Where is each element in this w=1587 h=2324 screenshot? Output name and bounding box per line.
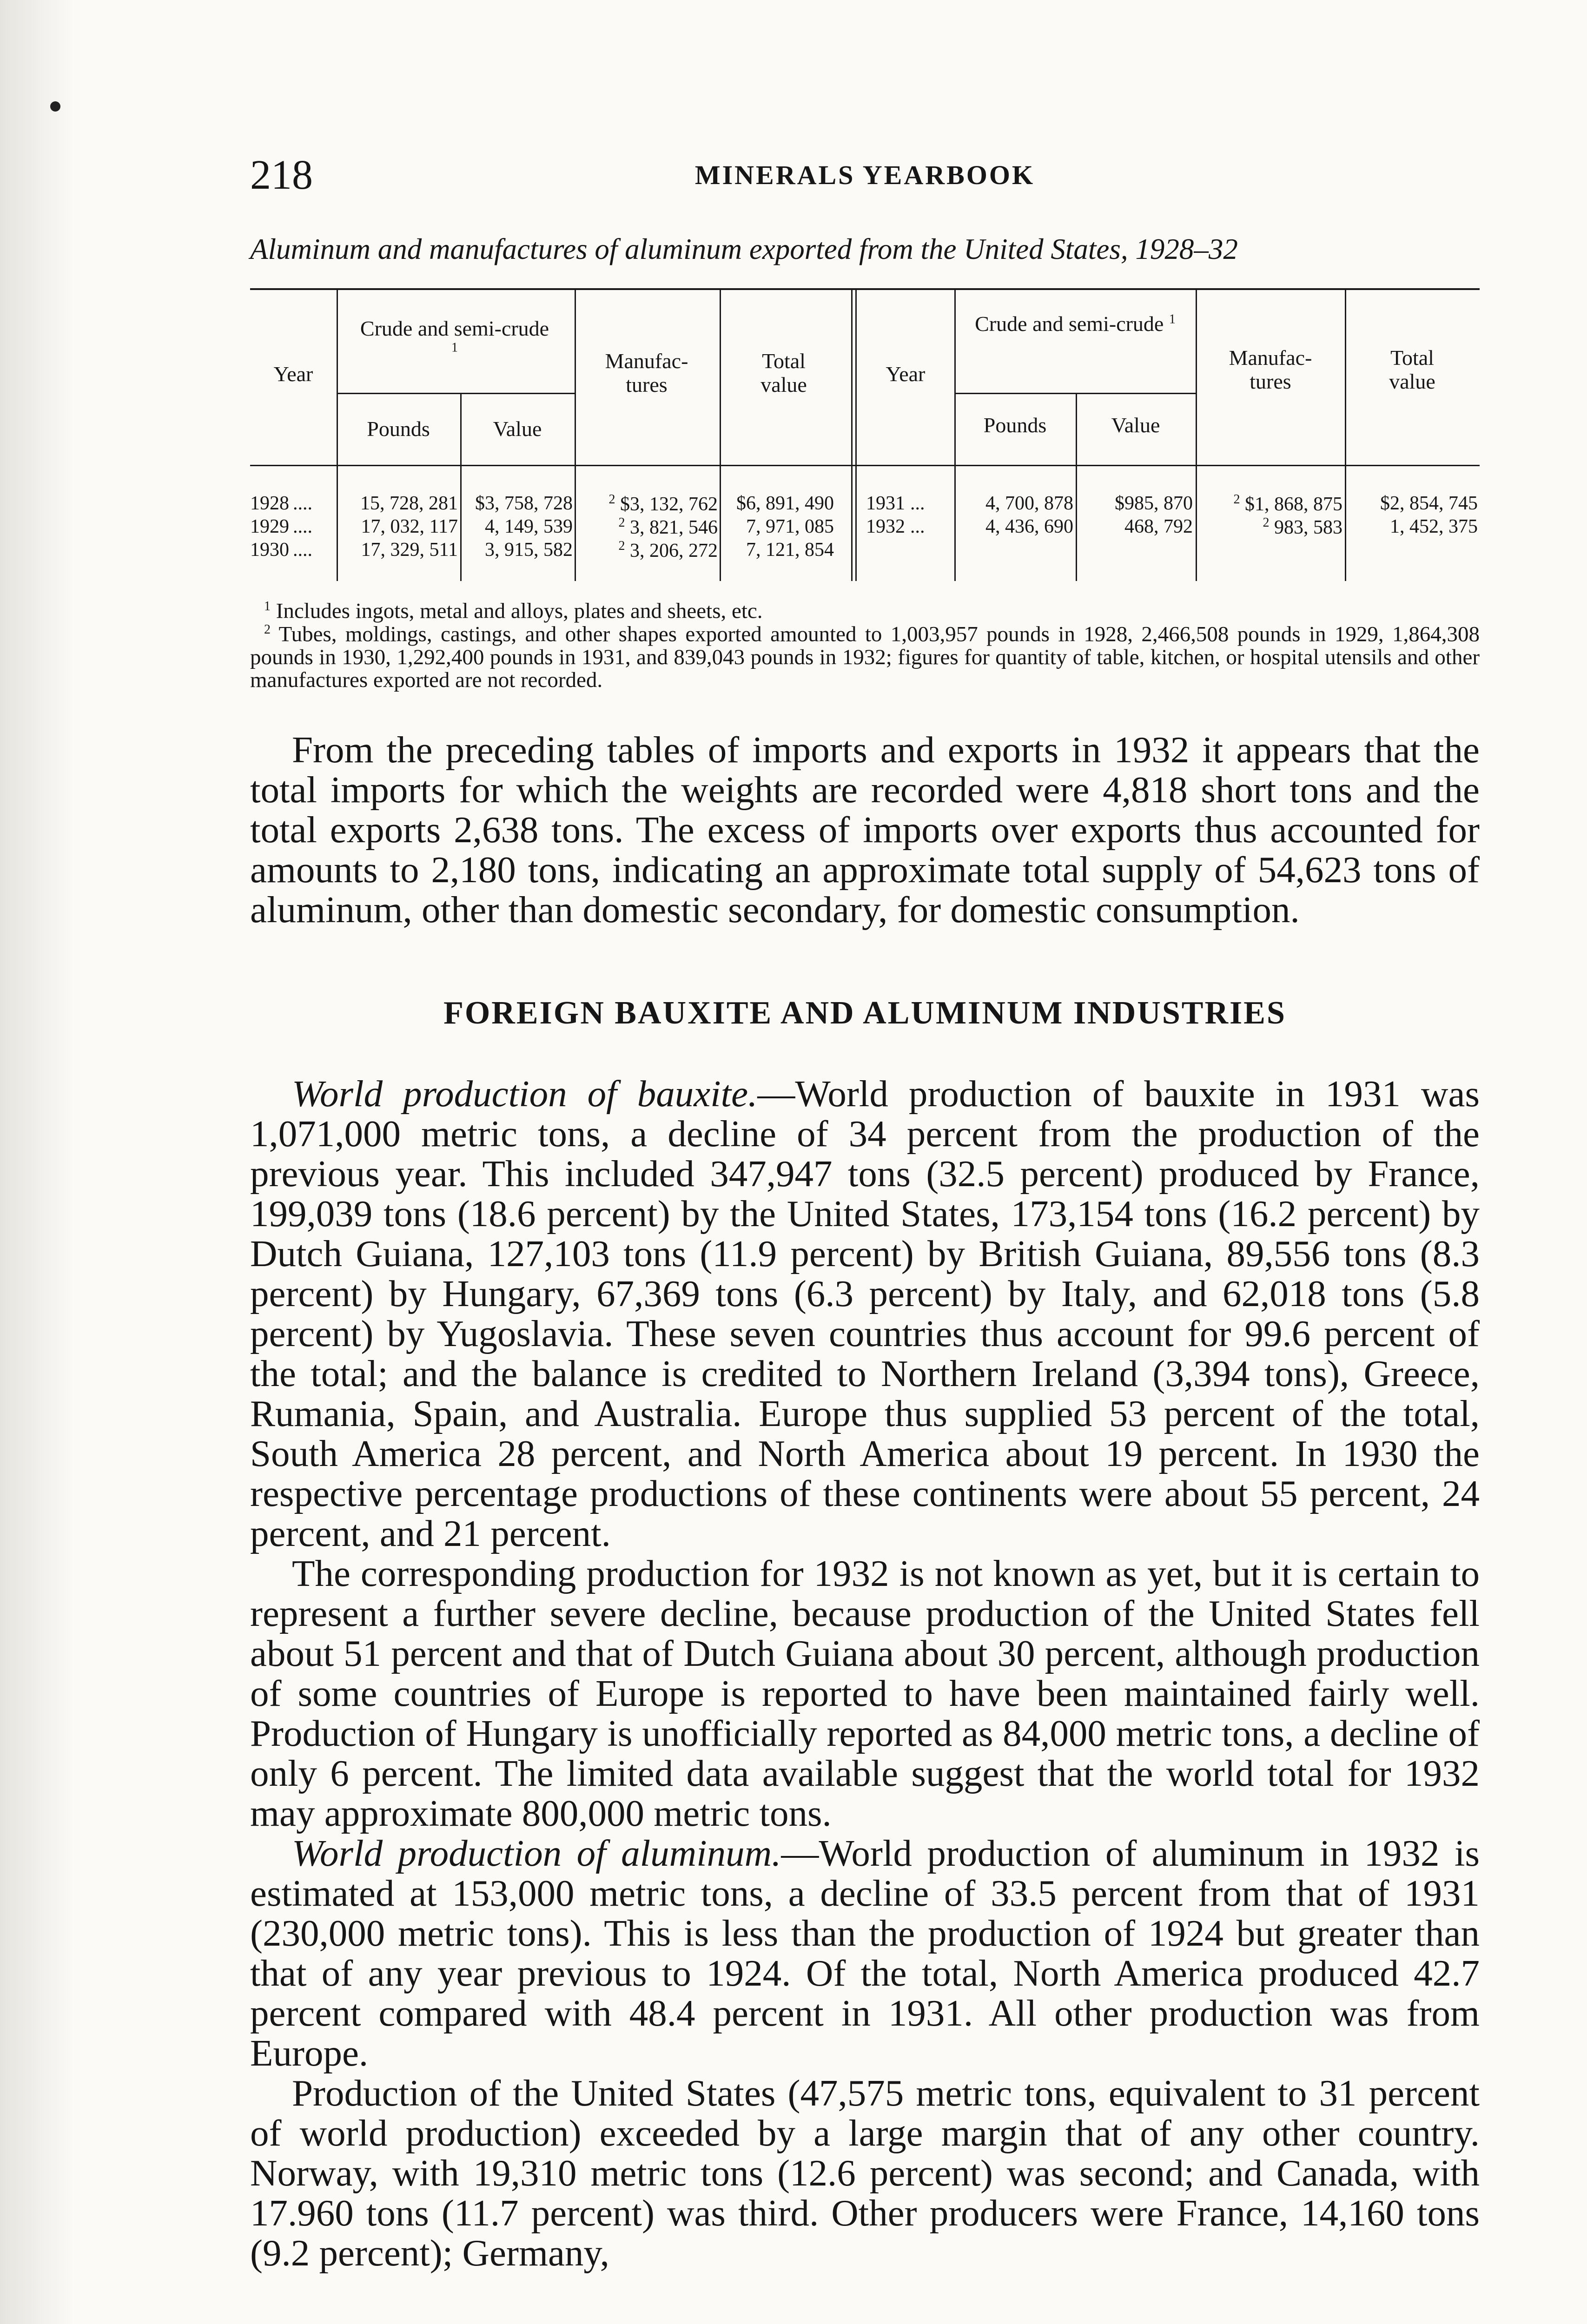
table-caption: Aluminum and manufactures of aluminum exported from the United States, 1928–32 <box>250 233 1238 265</box>
body-text-lower <box>250 1074 1480 2273</box>
cell-manufactures-value: 983, 583 <box>1274 517 1342 538</box>
running-title: MINERALS YEARBOOK <box>694 160 1035 190</box>
cell-year: 1932 <box>866 516 905 537</box>
table-top-rule <box>250 288 1480 290</box>
table-header-rule <box>250 465 1480 466</box>
cell-total: $6, 891, 490 <box>736 493 834 514</box>
cell-value: $985, 870 <box>1115 493 1193 514</box>
page-edge-shading <box>0 0 74 2324</box>
cell-leader: ... <box>910 493 925 514</box>
table-center-divider <box>851 288 853 581</box>
footnote-ref: 2 <box>1263 515 1270 530</box>
cell-manufactures <box>578 492 718 516</box>
paragraph: The corresponding production for 1932 is not known as yet, but it is certain to represent a further severe decline, because production of the United States fell about 51 percent and that of Dutch Guiana about 30 percent, although production of some countries of Europe is reported to have been maintained fairly well. Production of Hungary is unofficially reported as 84,000 metric tons, a decline of only 6 percent. The limited data available suggest that the world total for 1932 may approximate 800,000 metric tons. <box>250 1552 1480 1834</box>
cell-value: 4, 149, 539 <box>485 516 573 537</box>
cell-pounds: 4, 700, 878 <box>985 493 1073 514</box>
header-manufactures: Manufac-tures <box>1229 346 1312 393</box>
cell-manufactures-value: $1, 868, 875 <box>1245 494 1342 515</box>
header-year: Year <box>273 362 313 386</box>
cell-year: 1929 <box>250 516 289 537</box>
header-total-value: Total value <box>1389 346 1435 393</box>
footnote-ref: 2 <box>1233 492 1240 507</box>
cell-manufactures <box>578 515 718 539</box>
cell-leader: ... <box>910 516 925 537</box>
cell-total: $2, 854, 745 <box>1380 493 1478 514</box>
cell-year: 1928 <box>250 493 289 514</box>
footnote-ref: 2 <box>608 492 615 507</box>
cell-total: 7, 971, 085 <box>746 516 834 537</box>
cell-manufactures-value: 3, 206, 272 <box>630 540 718 561</box>
paragraph: Production of the United States (47,575 metric tons, equivalent to 31 percent of world production) exceeded by a large margin that of any other country. Norway, with 19,310 metric tons (12.6 percent) was second; and Canada, with 17.960 tons (11.7 percent) was third. Other producers were France, 14,160 tons (9.2 percent); Germany, <box>250 2072 1480 2274</box>
footnote-ref: 2 <box>618 515 625 530</box>
cell-manufactures-value: $3, 132, 762 <box>620 494 718 515</box>
cell-value: 468, 792 <box>1124 516 1193 537</box>
table-col-rule <box>1196 288 1197 581</box>
cell-pounds: 4, 436, 690 <box>985 516 1073 537</box>
cell-leader: .... <box>293 539 312 561</box>
cell-manufactures <box>1198 515 1342 539</box>
header-pounds: Pounds <box>367 417 430 441</box>
cell-pounds: 15, 728, 281 <box>360 493 458 514</box>
run-in-heading: World production of bauxite. <box>292 1073 758 1115</box>
header-crude <box>973 312 1177 336</box>
export-table <box>250 288 1480 581</box>
footnote <box>250 600 1480 623</box>
table-crude-rule-right <box>954 393 1196 394</box>
footnote-mark: 2 <box>264 622 271 637</box>
cell-manufactures <box>578 538 718 562</box>
header-crude <box>357 317 552 364</box>
run-in-heading: World production of aluminum. <box>292 1832 781 1874</box>
paragraph: From the preceding tables of imports and exports in 1932 it appears that the total imports for which the weights are recorded were 4,818 short tons and the total exports 2,638 tons. The excess of imports over exports thus accounted for amounts to 2,180 tons, indicating an approximate total supply of 54,623 tons of aluminum, other than domestic secondary, for domestic consumption. <box>250 729 1480 931</box>
body-text-upper <box>250 730 1480 930</box>
cell-manufactures <box>1198 492 1342 516</box>
cell-total: 7, 121, 854 <box>746 539 834 561</box>
paragraph <box>250 1833 1480 2073</box>
header-value: Value <box>1111 413 1160 437</box>
table-crude-rule-left <box>337 393 575 394</box>
running-head <box>250 151 1480 202</box>
page-number: 218 <box>250 152 313 198</box>
footnote-mark: 1 <box>264 599 271 614</box>
table-footnotes <box>250 600 1480 692</box>
table-col-rule <box>1345 288 1346 581</box>
header-year: Year <box>886 362 926 386</box>
footnote-ref: 2 <box>618 539 625 553</box>
footnote-text: Tubes, moldings, castings, and other shapes exported amounted to 1,003,957 pounds in 1928, 2,466,508 pounds in 1929, 1,864,308 pounds in 1930, 1,292,400 pounds in 1931, and 839,043 pounds in 1932; figures for quantity of table, kitchen, or hospital utensils and other manufactures exported are not recorded. <box>250 622 1480 693</box>
cell-year: 1930 <box>250 539 289 561</box>
header-value: Value <box>493 417 542 441</box>
header-crude-label: Crude and semi-crude <box>975 312 1164 336</box>
cell-year: 1931 <box>866 493 905 514</box>
cell-manufactures-value: 3, 821, 546 <box>630 517 718 538</box>
scan-speck <box>50 101 60 112</box>
header-total-value: Total value <box>760 349 807 396</box>
section-heading: FOREIGN BAUXITE AND ALUMINUM INDUSTRIES <box>443 995 1286 1031</box>
table-center-divider <box>855 288 857 581</box>
paragraph-text: —World production of aluminum in 1932 is estimated at 153,000 metric tons, a decline of 33.5 percent from that of 1931 (230,000 metric tons). This is less than the production of 1924 but greater than that of any year previous to 1924. Of the total, North America produced 42.7 percent compared with 48.4 percent in 1931. All other production was from Europe. <box>250 1832 1480 2074</box>
footnote <box>250 623 1480 692</box>
paragraph-text: —World production of bauxite in 1931 was 1,071,000 metric tons, a decline of 34 percent from the production of the previous year. This included 347,947 tons (32.5 percent) produced by France, 199,039 tons (18.6 percent) by the United States, 173,154 tons (16.2 percent) by Dutch Guiana, 127,103 tons (11.9 percent) by British Guiana, 89,556 tons (8.3 percent) by Hungary, 67,369 tons (6.3 percent) by Italy, and 62,018 tons (5.8 percent) by Yugoslavia. These seven countries thus account for 99.6 percent of the total; and the balance is credited to Northern Ireland (3,394 tons), Greece, Rumania, Spain, and Australia. Europe thus supplied 53 percent of the total, South America 28 percent, and North America about 19 percent. In 1930 the respective percentage productions of these continents were about 55 percent, 24 percent, and 21 percent. <box>250 1073 1480 1554</box>
footnote-ref: 1 <box>1169 312 1176 327</box>
cell-value: $3, 758, 728 <box>475 493 573 514</box>
cell-leader: .... <box>293 493 312 514</box>
header-manufactures: Manufac-tures <box>605 349 688 396</box>
header-crude-label: Crude and semi-crude <box>360 317 549 340</box>
paragraph <box>250 1074 1480 1553</box>
footnote-ref: 1 <box>451 340 458 355</box>
cell-pounds: 17, 329, 511 <box>361 539 458 561</box>
cell-leader: .... <box>293 516 312 537</box>
table-col-rule <box>720 288 721 581</box>
cell-value: 3, 915, 582 <box>485 539 573 561</box>
cell-pounds: 17, 032, 117 <box>361 516 458 537</box>
header-pounds: Pounds <box>983 413 1047 437</box>
cell-total: 1, 452, 375 <box>1390 516 1478 537</box>
footnote-text: Includes ingots, metal and alloys, plates and sheets, etc. <box>276 599 763 623</box>
table-col-rule <box>575 288 576 581</box>
